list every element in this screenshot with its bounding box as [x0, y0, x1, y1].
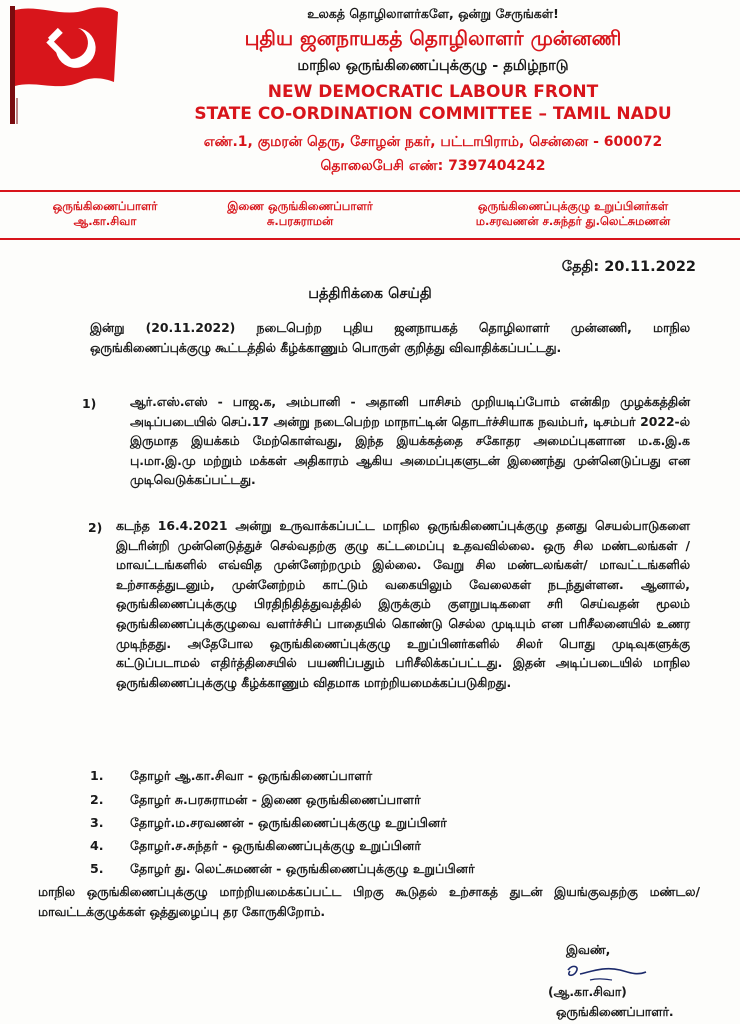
office-role: இணை ஒருங்கிணைப்பாளர் [227, 199, 373, 213]
flag-logo-icon [8, 2, 120, 126]
point-number: 1) [82, 396, 97, 411]
point-text: கடந்த 16.4.2021 அன்று உருவாக்கப்பட்ட மாநில ஒருங்கிணைப்புக்குழு தனது செயல்பாடுகளை இடரின்றி முன்னெடுத்துச் செல்வதற்கு குழு கட்டமைப்பு உதவவில்லை. ஒரு சில மண்டலங்கள் / மாவட்டங்களில் எவ்வித முன்னேற்றமும் இல்லை. வேறு சில மண்டலங்கள்/ மாவட்டங்களில் உற்சாகத்துடனும், முன்னேற்றம் காட்டும் வகையிலும் வேலைகள் நடந்துள்ளன. ஆனால், ஒருங்கிணைப்புக்குழு பிரதிநிதித்துவத்தில் இருக்கும் குளறுபடிகளை சரி செய்வதன் மூலம் ஒருங்கிணைப்புக்குழுவை வளர்ச்சிப் பாதையில் கொண்டு செல்ல முடியும் என பரிசீலனையில் உணர முடிந்தது. அதேபோல ஒருங்கிணைப்புக்குழு உறுப்பினர்களில் சிலர் பொது முடிவுகளுக்கு கட்டுப்படாமல் எதிர்த்திசையில் பயணிப்பதும் பரிசீலிக்கப்பட்டது. இதன் அடிப்படையில் மாநில ஒருங்கிணைப்புக்குழு கீழ்க்காணும் விதமாக மாற்றியமைக்கப்படுகிறது. [116, 518, 690, 690]
intro-paragraph: இன்று (20.11.2022) நடைபெற்ற புதிய ஜனநாயகத் தொழிலாளர் முன்னணி, மாநில ஒருங்கிணைப்புக்குழு கூட்டத்தில் கீழ்க்காணும் பொருள் குறித்து விவாதிக்கப்பட்டது. [90, 320, 690, 355]
org-name-english: NEW DEMOCRATIC LABOUR FRONT [267, 82, 599, 102]
point-number: 2) [88, 520, 103, 535]
member-item: தோழர் சு.பரசுராமன் - இணை ஒருங்கிணைப்பாளர் [130, 792, 421, 807]
phone-number: தொலைபேசி எண்: 7397404242 [320, 158, 546, 174]
member-number: 4. [90, 838, 104, 853]
member-item: தோழர் ஆ.கா.சிவா - ஒருங்கிணைப்பாளர் [130, 768, 373, 783]
signature-prefix: இவண், [566, 942, 611, 957]
point-text: ஆர்.எஸ்.எஸ் - பாஜ.க, அம்பானி - அதானி பாசிசம் முறியடிப்போம் என்கிற முழக்கத்தின் அடிப்படையில் செப்.17 அன்று நடைபெற்ற மாநாட்டின் தொடர்ச்சியாக நவம்பர், டிசம்பர் 2022-ல் இருமாத இயக்கம் மேற்கொள்வது, இந்த இயக்கத்தை சகோதர அமைப்புகளான ம.க.இ.க பு.மா.இ.மு மற்றும் மக்கள் அதிகாரம் ஆகிய அமைப்புகளுடன் இணைந்து முன்னெடுப்பது என முடிவெடுக்கப்பட்டது. [130, 394, 690, 488]
member-number: 2. [90, 792, 104, 807]
signatory-name: (ஆ.கா.சிவா) [548, 984, 627, 999]
office-name: ஆ.கா.சிவா [73, 214, 137, 228]
handwritten-signature-icon [560, 960, 650, 986]
office-bearer-coordinator [20, 199, 190, 229]
org-name-tamil: புதிய ஜனநாயகத் தொழிலாளர் முன்னணி [244, 26, 622, 50]
committee-english: STATE CO-ORDINATION COMMITTEE – TAMIL NADU [194, 104, 672, 124]
office-bearer-joint-coordinator [200, 199, 400, 229]
member-number: 5. [90, 861, 104, 876]
committee-tamil: மாநில ஒருங்கிணைப்புக்குழு - தமிழ்நாடு [297, 58, 569, 74]
office-role: ஒருங்கிணைப்புக்குழு உறுப்பினர்கள் [477, 199, 669, 213]
member-item: தோழர்.ச.சுந்தர் - ஒருங்கிணைப்புக்குழு உறுப்பினர் [130, 838, 421, 853]
office-role: ஒருங்கிணைப்பாளர் [52, 199, 158, 213]
office-name: ம.சரவணன் ச.சுந்தர் து.லெட்சுமணன் [475, 214, 671, 228]
address: எண்.1, குமரன் தெரு, சோழன் நகர், பட்டாபிராம், சென்னை - 600072 [203, 134, 663, 150]
header-divider [0, 190, 740, 192]
member-number: 3. [90, 815, 104, 830]
page-title: பத்திரிக்கை செய்தி [308, 286, 432, 302]
member-number: 1. [90, 768, 104, 783]
member-item: தோழர் து. லெட்சுமணன் - ஒருங்கிணைப்புக்குழு உறுப்பினர் [130, 861, 475, 876]
signatory-role: ஒருங்கிணைப்பாளர். [556, 1004, 674, 1019]
office-name: சு.பரசுராமன் [266, 214, 334, 228]
slogan: உலகத் தொழிலாளர்களே, ஒன்று சேருங்கள்! [307, 6, 559, 21]
member-item: தோழர்.ம.சரவணன் - ஒருங்கிணைப்புக்குழு உறுப்பினர் [130, 815, 447, 830]
office-bearer-members [408, 199, 738, 229]
office-divider [0, 238, 740, 240]
closing-paragraph: மாநில ஒருங்கிணைப்புக்குழு மாற்றியமைக்கப்பட்ட பிறகு கூடுதல் உற்சாகத் துடன் இயங்குவதற்கு மண்டல/மாவட்டக்குழுக்கள் ஒத்துழைப்பு தர கோருகிறோம். [38, 884, 700, 919]
letter-date: தேதி: 20.11.2022 [561, 259, 696, 275]
